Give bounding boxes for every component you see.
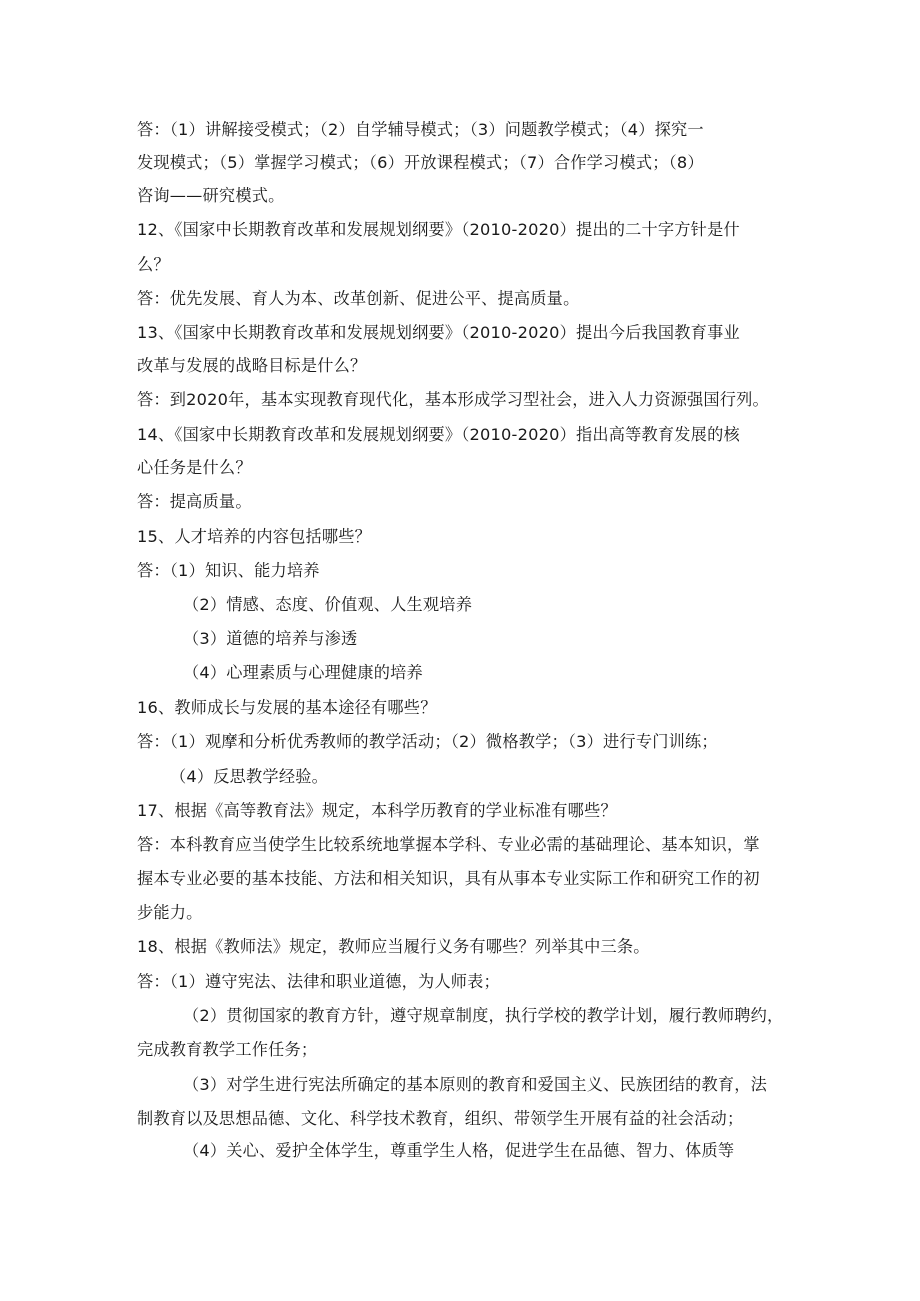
answer-line: 答：到2020年，基本实现教育现代化，基本形成学习型社会，进入人力资源强国行列。 (137, 390, 769, 409)
answer-line: 答：（1）观摩和分析优秀教师的教学活动；（2）微格教学；（3）进行专门训练； (137, 732, 718, 751)
question-line: 14、《国家中长期教育改革和发展规划纲要》（2010-2020）指出高等教育发展的核 (137, 425, 740, 444)
question-line: 改革与发展的战略目标是什么？ (137, 356, 367, 375)
question-line: 17、根据《高等教育法》规定，本科学历教育的学业标准有哪些？ (137, 801, 617, 820)
question-line: 么？ (137, 255, 170, 274)
text-line: 答：（1）讲解接受模式；（2）自学辅导模式；（3）问题教学模式；（4）探究一 (137, 120, 704, 139)
answer-line: 步能力。 (137, 903, 203, 922)
answer-line: 答：本科教育应当使学生比较系统地掌握本学科、专业必需的基础理论、基本知识，掌 (137, 835, 760, 854)
text-line: 咨询——研究模式。 (137, 186, 285, 205)
answer-line: 答：（1）遵守宪法、法律和职业道德，为人师表； (137, 972, 500, 991)
answer-line: 完成教育教学工作任务； (137, 1040, 318, 1059)
question-line: 18、根据《教师法》规定，教师应当履行义务有哪些？列举其中三条。 (137, 937, 650, 956)
question-line: 12、《国家中长期教育改革和发展规划纲要》（2010-2020）提出的二十字方针是什 (137, 220, 740, 239)
answer-item: （3）道德的培养与渗透 (183, 629, 358, 648)
answer-line: 答：提高质量。 (137, 492, 252, 511)
answer-line: 握本专业必要的基本技能、方法和相关知识，具有从事本专业实际工作和研究工作的初 (137, 869, 760, 888)
answer-item: （4）心理素质与心理健康的培养 (183, 663, 423, 682)
answer-line: 制教育以及思想品德、文化、科学技术教育，组织、带领学生开展有益的社会活动； (137, 1109, 744, 1128)
answer-item: （2）情感、态度、价值观、人生观培养 (183, 595, 473, 614)
answer-item: （2）贯彻国家的教育方针，遵守规章制度，执行学校的教学计划，履行教师聘约， (183, 1006, 784, 1025)
question-line: 15、人才培养的内容包括哪些？ (137, 527, 372, 546)
answer-line: 答：（1）知识、能力培养 (137, 561, 320, 580)
question-line: 心任务是什么？ (137, 458, 252, 477)
answer-line: 答：优先发展、育人为本、改革创新、促进公平、提高质量。 (137, 289, 580, 308)
question-line: 13、《国家中长期教育改革和发展规划纲要》（2010-2020）提出今后我国教育事业 (137, 323, 740, 342)
text-line: 发现模式；（5）掌握学习模式；（6）开放课程模式；（7）合作学习模式；（8） (137, 153, 704, 172)
question-line: 16、教师成长与发展的基本途径有哪些？ (137, 698, 437, 717)
answer-item: （4）关心、爱护全体学生，尊重学生人格，促进学生在品德、智力、体质等 (183, 1141, 735, 1160)
answer-item: （3）对学生进行宪法所确定的基本原则的教育和爱国主义、民族团结的教育，法 (183, 1075, 768, 1094)
answer-item: （4）反思教学经验。 (170, 767, 328, 786)
